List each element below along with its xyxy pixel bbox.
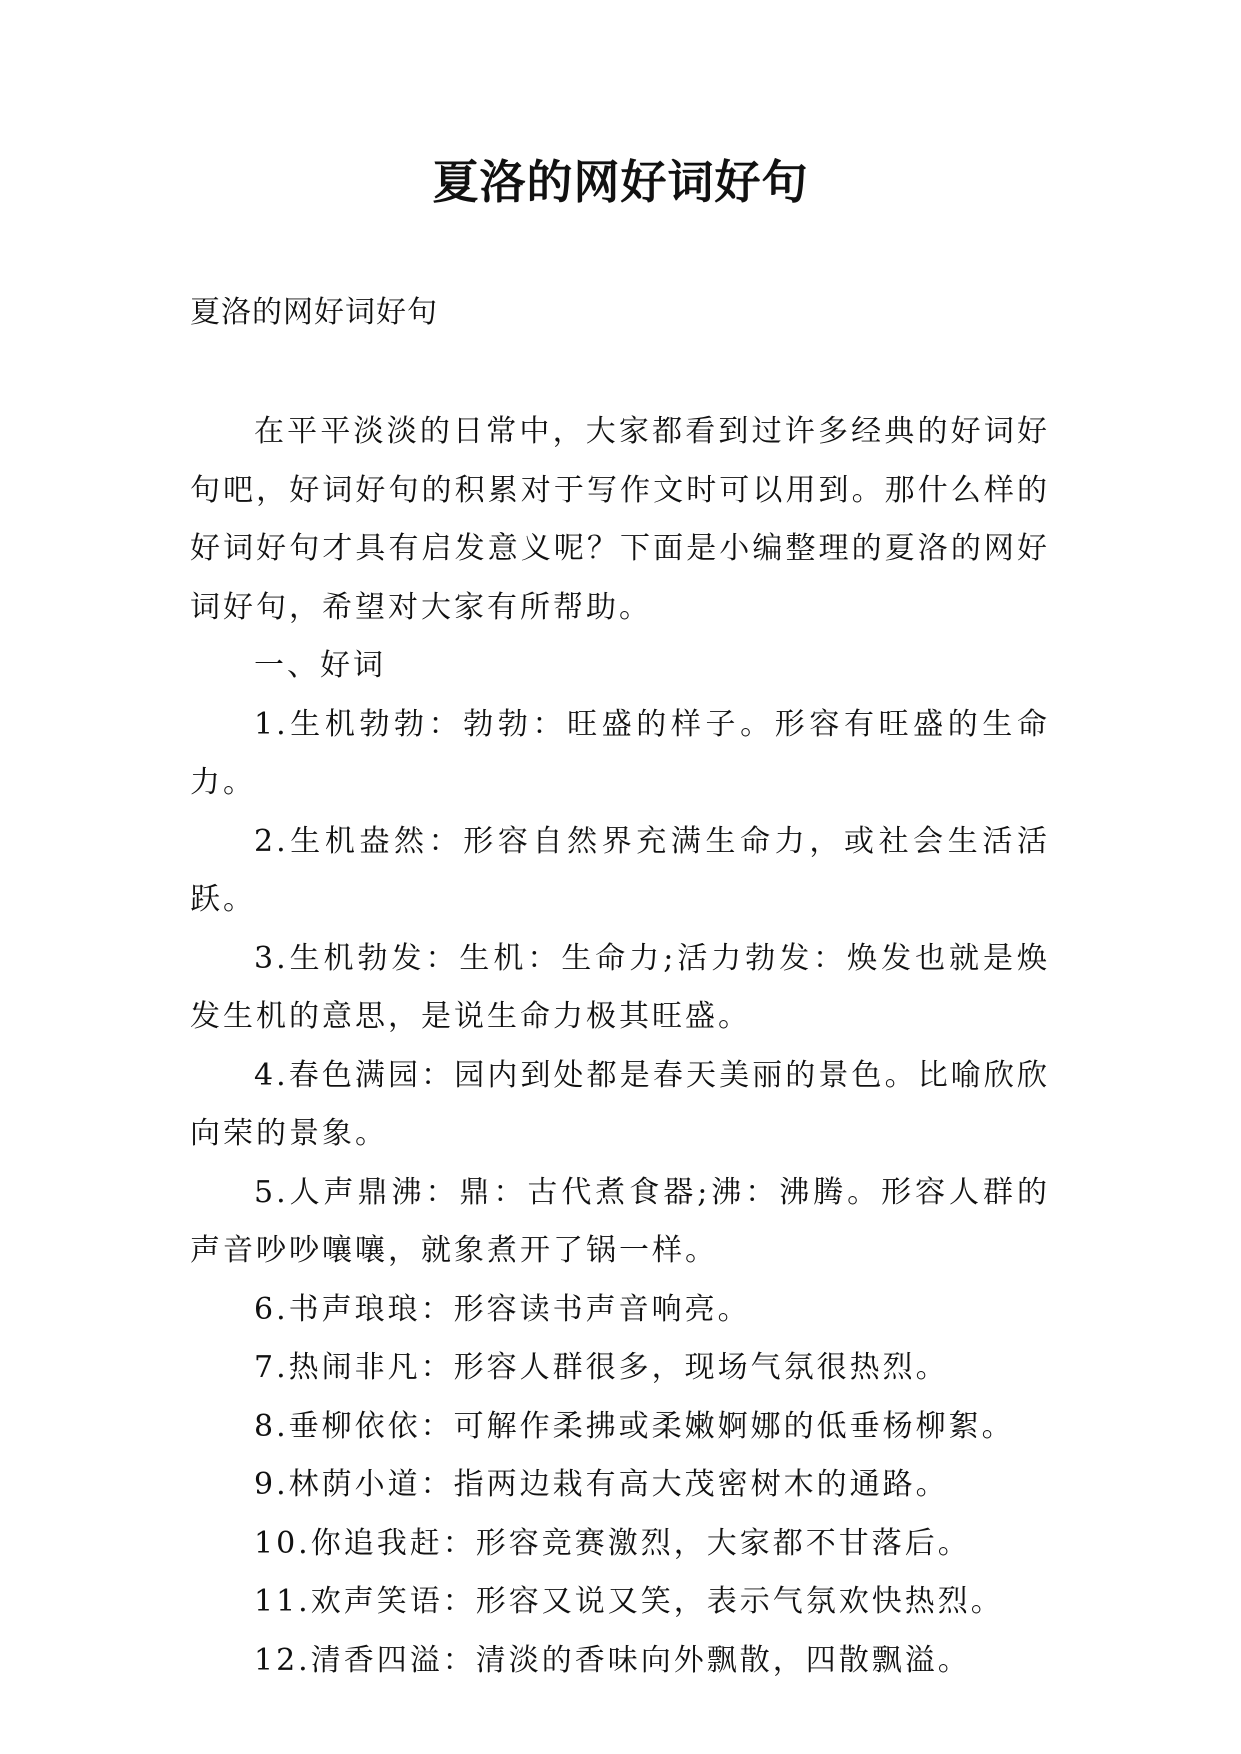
list-item: 10.你追我赶：形容竞赛激烈，大家都不甘落后。 [254, 1525, 971, 1561]
page-title: 夏洛的网好词好句 [432, 155, 809, 209]
list-item: 3.生机勃发：生机：生命力;活力勃发：焕发也就是焕发生机的意思，是说生命力极其旺盛。 [190, 940, 1050, 1034]
list-item: 11.欢声笑语：形容又说又笑，表示气氛欢快热烈。 [254, 1584, 1004, 1619]
list-item: 7.热闹非凡：形容人群很多，现场气氛很热烈。 [254, 1350, 949, 1385]
list-item: 2.生机盎然：形容自然界充满生命力，或社会生活活跃。 [190, 823, 1050, 917]
section-heading-good-words: 一、好词 [254, 648, 386, 683]
list-item: 12.清香四溢：清淡的香味向外飘散，四散飘溢。 [254, 1642, 971, 1678]
intro-paragraph: 在平平淡淡的日常中，大家都看到过许多经典的好词好句吧，好词好句的积累对于写作文时可以用到。那什么样的好词好句才具有启发意义呢？下面是小编整理的夏洛的网好词好句，希望对大家有所帮助。 [190, 414, 1050, 625]
document-body [190, 403, 1050, 1690]
document-subtitle: 夏洛的网好词好句 [190, 295, 438, 330]
list-item: 9.林荫小道：指两边栽有高大茂密树木的通路。 [254, 1467, 949, 1502]
list-item: 4.春色满园：园内到处都是春天美丽的景色。比喻欣欣向荣的景象。 [190, 1057, 1050, 1151]
list-item: 6.书声琅琅：形容读书声音响亮。 [254, 1291, 751, 1327]
list-item: 8.垂柳依依：可解作柔拂或柔嫩婀娜的低垂杨柳絮。 [254, 1408, 1015, 1444]
list-item: 5.人声鼎沸：鼎：古代煮食器;沸：沸腾。形容人群的声音吵吵嚷嚷，就象煮开了锅一样。 [190, 1174, 1050, 1268]
list-item: 1.生机勃勃：勃勃：旺盛的样子。形容有旺盛的生命力。 [190, 706, 1050, 800]
